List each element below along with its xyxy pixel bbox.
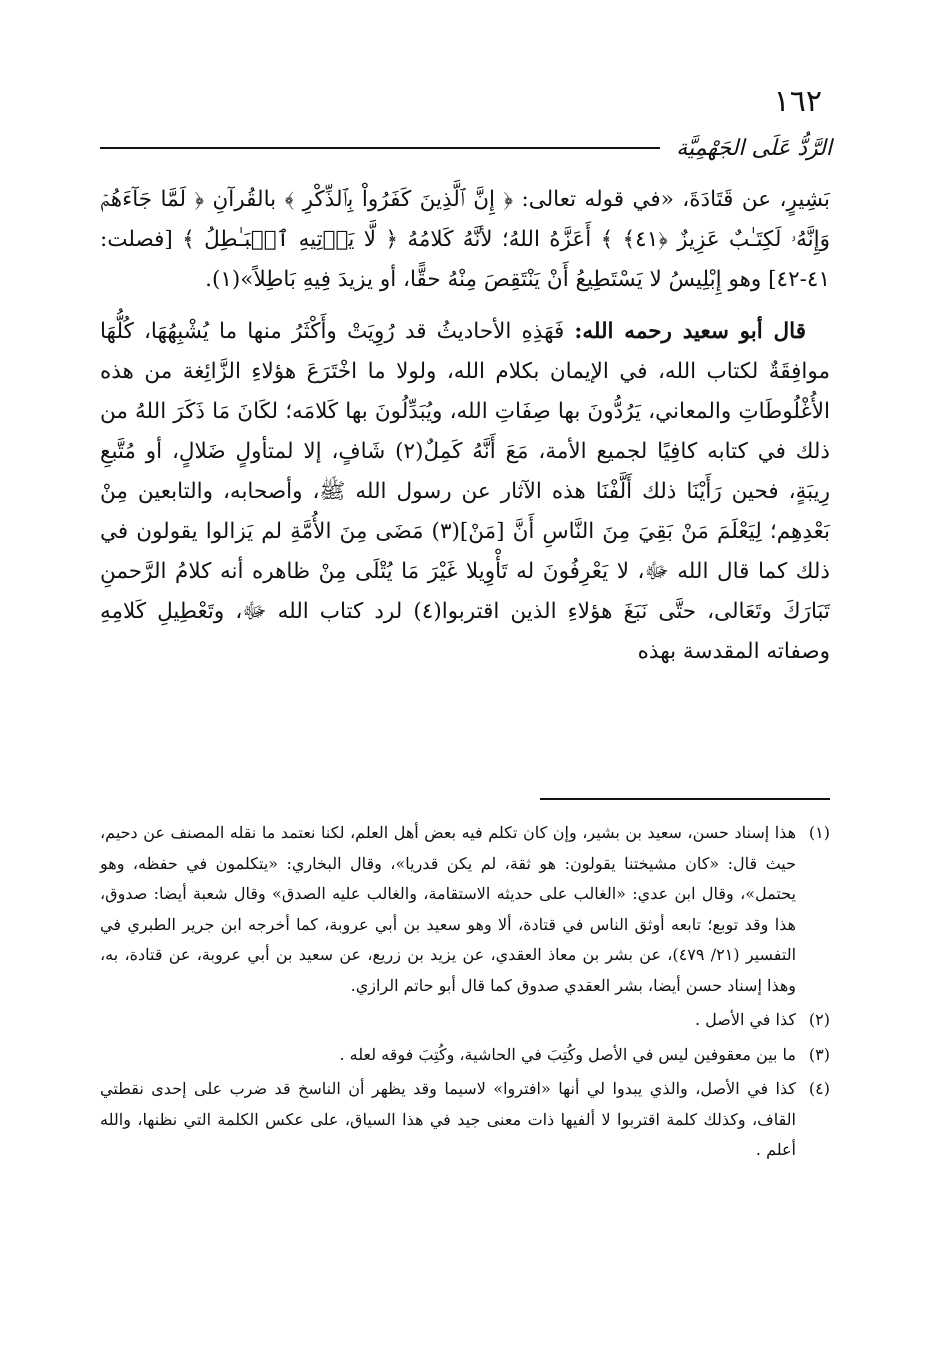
footnote-1 (100, 818, 830, 1001)
footnotes (100, 818, 830, 1170)
paragraph-1: بَشِيرٍ، عن قَتَادَةَ، «في قوله تعالى: ﴿ إِنَّ ٱلَّذِينَ كَفَرُواْ بِٱلذِّكْرِ ﴾ بالقُرآنِ ﴿ لَمَّا جَآءَهُمۡ وَإِنَّهُۥ لَكِتَـٰبٌ عَزِيزٌ ﴿٤١﴾ ﴾ أَعَزَّهُ اللهُ؛ لأنَّهُ كَلامُهُ ﴿ لَّا يَأۡتِيهِ ٱلۡبَـٰطِلُ ﴾ [فصلت: ٤١-٤٢] وهو إِبْلِيسُ لا يَسْتَطِيعُ أَنْ يَنْتَقِصَ مِنْهُ حقًّا، أو يزيدَ فِيهِ بَاطِلاً»(١). (100, 187, 830, 292)
footnote-4 (100, 1074, 830, 1166)
footnote-number: (٤) (808, 1079, 830, 1098)
paragraph-2 (100, 312, 830, 672)
footnote-number: (٢) (808, 1010, 830, 1029)
main-text (100, 180, 830, 672)
footnote-text: ما بين معقوفين ليس في الأصل وكُتِبَ في الحاشية، وكُتِبَ فوقه لعله . (339, 1044, 796, 1064)
footnote-number: (٣) (808, 1044, 830, 1064)
footnote-3 (100, 1040, 830, 1071)
speaker-attribution: قال أبو سعيد رحمه الله: (574, 319, 806, 344)
footnote-separator (540, 798, 830, 800)
page-number: ١٦٢ (773, 84, 822, 119)
running-header (100, 128, 832, 168)
footnote-text: كذا في الأصل . (694, 1010, 796, 1029)
header-rule (100, 147, 660, 149)
running-title: الرَّدُّ عَلَى الجَهْمِيَّة (676, 135, 832, 161)
footnote-text: هذا إسناد حسن، سعيد بن بشير، وإن كان تكلم فيه بعض أهل العلم، لكنا نعتمد ما نقله المصنف عن دحيم، حيث قال: «كان مشيختنا يقولون: هو ثقة، لم يكن قدريا»، وقال البخاري: «يتكلمون في حفظه، وهو يحتمل»، وقال ابن عدي: «الغالب على حديثه الاستقامة، والغالب عليه الصدق» وقال شعبة أيضا: صدوق، هذا وقد توبع؛ تابعه أوثق الناس في قتادة، ألا وهو سعيد بن أبي عروبة، كما أخرجه ابن جرير الطبري في التفسير (٢١/ ٤٧٩)، عن بشر بن معاذ العقدي، عن يزيد بن زريع، عن سعيد بن أبي عروبة، عن قتادة، به، وهذا إسناد حسن أيضا، بشر العقدي صدوق كما قال أبو حاتم الرازي. (100, 823, 797, 995)
paragraph-2-body: فَهَذِهِ الأحاديثُ قد رُوِيَتْ وأَكْثَرُ منها ما يُشْبِهُهَا، كُلُّهَا موافِقَةٌ لكتاب الله، في الإيمان بكلام الله، ولولا ما اخْتَرَعَ هؤلاءِ الزَّائِغة من هذه الأُغْلُوطَاتِ والمعاني، يَرُدُّونَ بها صِفَاتِ الله، ويُبَدِّلُونَ بها كَلامَه؛ لكَانَ مَا ذَكَرَ اللهُ من ذلك في كتابه كافِيًا لجميع الأمة، مَعَ أَنَّهُ كَمِلٌ(٢) شَافٍ، إلا لمتأولٍ ضَلالٍ، أو مُتَّبعِ رِيبَةٍ، فحين رَأَيْنَا ذلك أَلَّفْنَا هذه الآثار عن رسول الله ﷺ، وأصحابه، والتابعين مِنْ بَعْدِهِم؛ لِيَعْلَمَ مَنْ بَقِيَ مِنَ النَّاسِ أَنَّ [مَنْ](٣) مَضَى مِنَ الأُمَّةِ لم يَزالوا يقولون في ذلك كما قال الله ﷻ، لا يَعْرِفُونَ له تَأْوِيلا غَيْرَ مَا يُتْلَى مِنْ ظاهره أنه كلامُ الرَّحمنِ تَبَارَكَ وتَعَالى، حتَّى نَبَغَ هؤلاءِ الذين اقتربوا(٤) لرد كتاب الله ﷻ، وتَعْطِيلِ كَلامِهِ وصفاته المقدسة بهذه (100, 319, 830, 664)
footnote-text: كذا في الأصل، والذي يبدوا لي أنها «افتروا» لاسيما وقد يظهر أن الناسخ قد ضرب على إحدى نقطتي القاف، وكذلك كلمة اقتربوا لا ألفيها ذات معنى جيد في هذا السياق، على عكس الكلمة التي نظنها، والله أعلم . (100, 1079, 796, 1159)
footnote-2 (100, 1005, 830, 1036)
footnote-number: (١) (808, 823, 830, 842)
